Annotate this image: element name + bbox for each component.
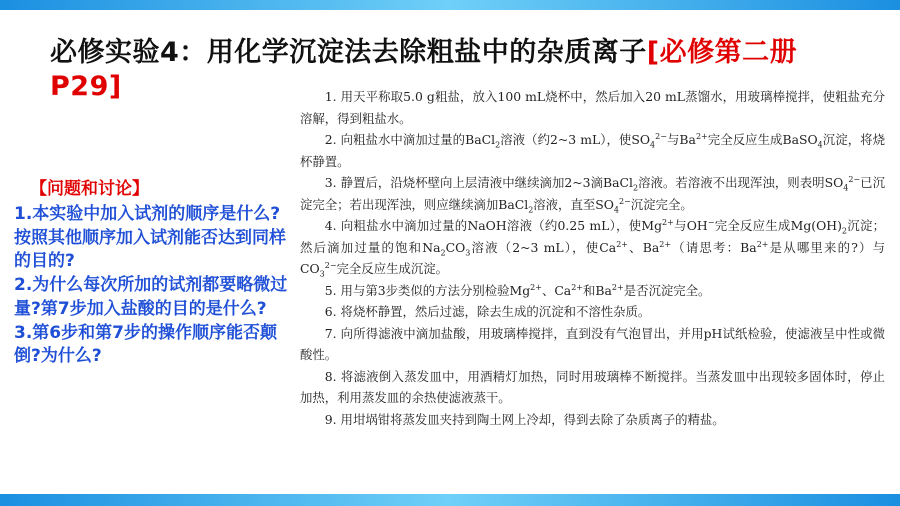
step-9: 9. 用坩埚钳将蒸发皿夹持到陶土网上冷却，得到去除了杂质离子的精盐。 (324, 411, 725, 427)
step-5: 5. 用与第3步类似的方法分别检验$Mg^{2+}$、$Ca^{2+}$和$Ba^{2+}$是否沉淀完全。 (324, 282, 711, 298)
bottom-decorative-band (0, 494, 900, 506)
title-main: 必修实验4：用化学沉淀法去除粗盐中的杂质离子 (50, 37, 647, 68)
title-reference: [必修第二册P29] (50, 37, 798, 102)
experiment-steps (300, 86, 885, 430)
question-heading: 【问题和讨论】 (30, 179, 149, 199)
step-6: 6. 将烧杯静置，然后过滤，除去生成的沉淀和不溶性杂质。 (324, 304, 651, 319)
step-3: 3. 静置后，沿烧杯壁向上层清液中继续滴加2~3滴BaCl$_2$溶液。若溶液不出现浑浊，则表明$SO_4^{2-}$已沉淀完全；若出现浑浊，则应继续滴加BaCl$_2$溶液，直至$SO_4^{2-}$沉淀完全。 (300, 174, 885, 214)
question-item-3: 3.第6步和第7步的操作顺序能否颠倒?为什么? (14, 322, 277, 367)
question-item-1: 1.本实验中加入试剂的顺序是什么?按照其他顺序加入试剂能否达到同样的目的? (14, 204, 286, 272)
step-8: 8. 将滤液倒入蒸发皿中，用酒精灯加热，同时用玻璃棒不断搅拌。当蒸发皿中出现较多固体时，停止加热，利用蒸发皿的余热使滤液蒸干。 (300, 368, 885, 405)
step-2: 2. 向粗盐水中滴加过量的BaCl$_2$溶液（约2~3 mL），使$SO_4^{2-}$与$Ba^{2+}$完全反应生成BaSO$_4$沉淀，将烧杯静置。 (300, 131, 886, 169)
step-1: 1. 用天平称取5.0 g粗盐，放入100 mL烧杯中，然后加入20 mL蒸馏水，用玻璃棒搅拌，使粗盐充分溶解，得到粗盐水。 (300, 89, 885, 126)
step-4: 4. 向粗盐水中滴加过量的NaOH溶液（约0.25 mL），使$Mg^{2+}$与OH−完全反应生成$Mg(OH)_2$沉淀；然后滴加过量的饱和$Na_2CO_3$溶液（2~3 mL），使$Ca^{2+}$、$Ba^{2+}$（请思考：$Ba^{2+}$是从哪里来的?）与$CO_3^{2-}$完全反应生成沉淀。 (300, 217, 886, 279)
step-7: 7. 向所得滤液中滴加盐酸，用玻璃棒搅拌，直到没有气泡冒出，并用pH试纸检验，使滤液呈中性或微酸性。 (300, 325, 885, 362)
question-item-2: 2.为什么每次所加的试剂都要略微过量?第7步加入盐酸的目的是什么? (14, 275, 288, 319)
top-decorative-band (0, 0, 900, 10)
question-discussion-box (14, 178, 294, 369)
